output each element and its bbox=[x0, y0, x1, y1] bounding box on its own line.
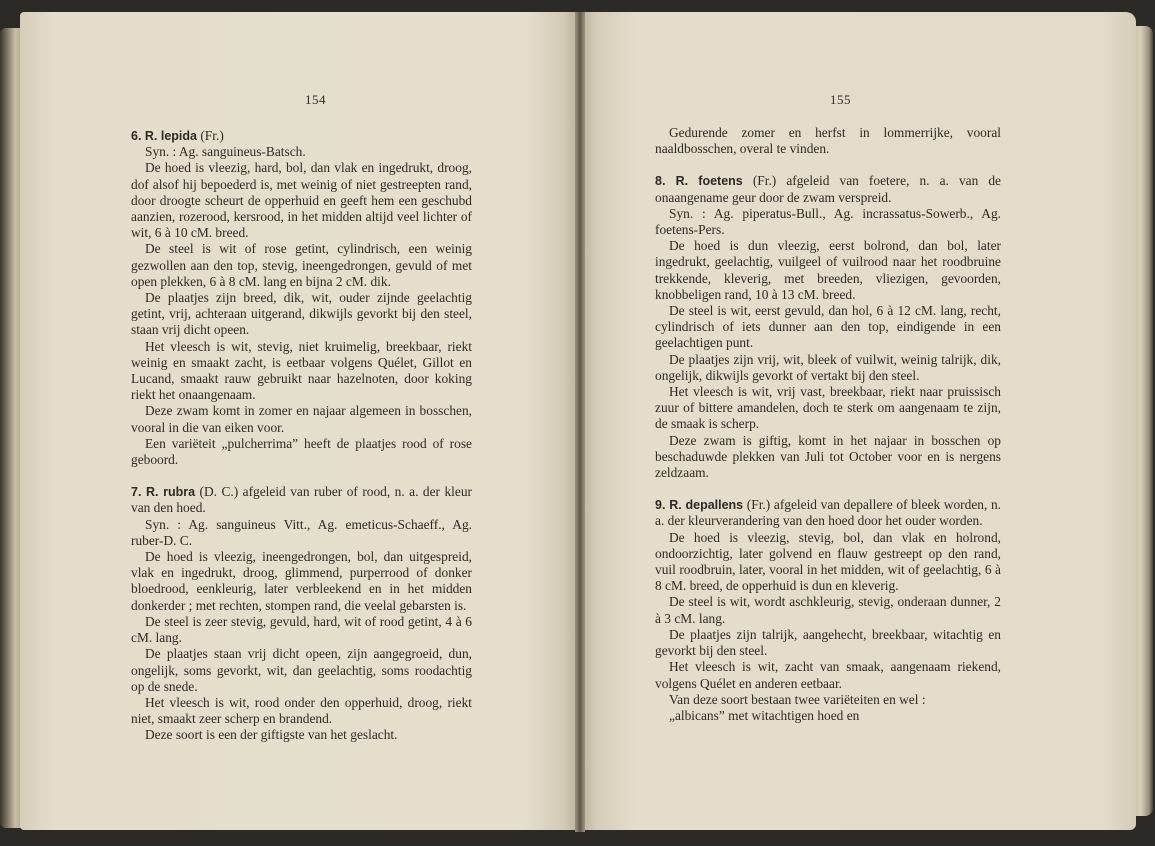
paragraph: Een variëteit „pulcherrima” heeft de plaatjes rood of rose geboord. bbox=[131, 435, 472, 468]
paragraph: Syn. : Ag. piperatus-Bull., Ag. incrassatus-Sowerb., Ag. foetens-Pers. bbox=[655, 205, 1001, 238]
left-page-text bbox=[131, 128, 472, 744]
paragraph: Syn. : Ag. sanguineus Vitt., Ag. emeticus-Schaeff., Ag. ruber-D. C. bbox=[131, 516, 472, 548]
species-heading bbox=[131, 484, 472, 516]
species-heading-rest: (Fr.) afgeleid van foetere, n. a. van de onaangename geur door de zwam verspreid. bbox=[655, 173, 1001, 205]
paragraph: De hoed is dun vleezig, eerst bolrond, dan bol, later ingedrukt, geelachtig, vuilgeel of vuilrood naar het roodbruine trekkende, kleverig, met breeden, vliezigen, gevoorden, knobbeligen rand, 10 à 13 cM. breed. bbox=[655, 238, 1001, 302]
right-page-number: 155 bbox=[830, 92, 851, 107]
paragraph: De plaatjes zijn talrijk, aangehecht, breekbaar, witachtig en gevorkt bij den steel. bbox=[655, 626, 1001, 659]
right-page-text bbox=[655, 125, 1001, 724]
paragraph: De steel is wit, wordt aschkleurig, stevig, onderaan dunner, 2 à 3 cM. lang. bbox=[655, 594, 1001, 626]
paragraph: De plaatjes staan vrij dicht opeen, zijn aangegroeid, dun, ongelijk, soms gevorkt, wit, dan geelachtig, soms roodachtig op de snede. bbox=[131, 646, 472, 694]
left-page-edges bbox=[0, 28, 22, 828]
paragraph: De plaatjes zijn breed, dik, wit, ouder zijnde geelachtig getint, vrij, achteraan uitgerand, dikwijls gevorkt bij den steel, staan vrij dicht opeen. bbox=[131, 290, 472, 338]
species-name: 9. R. depallens bbox=[655, 498, 744, 513]
paragraph: De steel is wit of rose getint, cylindrisch, een weinig gezwollen aan den top, stevig, ineengedrongen, gevuld of met open plekken, 6 à 8 cM. lang en bijna 2 cM. dik. bbox=[131, 241, 472, 289]
book-gutter bbox=[575, 12, 585, 832]
paragraph: De steel is wit, eerst gevuld, dan hol, 6 à 12 cM. lang, recht, cylindrisch of iets dunner aan den top, eindigende in een geelachtigen punt. bbox=[655, 303, 1001, 351]
paragraph: Het vleesch is wit, stevig, niet kruimelig, breekbaar, riekt weinig en smaakt zacht, is eetbaar volgens Quélet, Gillot en Lucand, smaakt rauw gebruikt naar hazelnoten, door koking riekt het onaangenaam. bbox=[131, 338, 472, 403]
species-name: 6. R. lepida bbox=[131, 129, 197, 143]
paragraph: Syn. : Ag. sanguineus-Batsch. bbox=[145, 144, 306, 160]
paragraph: De hoed is vleezig, hard, bol, dan vlak en ingedrukt, droog, dof alsof hij bepoederd is, met weinig of niet gestreepten rand, door droogte scheurt de opperhuid en geeft hem een geschubd aanzien, rozerood, kersrood, in het midden altijd veel lichter of wit, 6 à 10 cM. breed. bbox=[131, 160, 472, 241]
species-heading-rest: (D. C.) afgeleid van ruber of rood, n. a. der kleur van den hoed. bbox=[131, 484, 472, 516]
paragraph: Gedurende zomer en herfst in lommerrijke, vooral naaldbosschen, overal te vinden. bbox=[655, 125, 1001, 157]
paragraph: De steel is zeer stevig, gevuld, hard, wit of rood getint, 4 à 6 cM. lang. bbox=[131, 613, 472, 646]
paragraph: „albicans” met witachtigen hoed en bbox=[669, 707, 860, 723]
paragraph-gap bbox=[655, 481, 1001, 497]
paragraph: Van deze soort bestaan twee variëteiten en wel : bbox=[669, 691, 926, 707]
paragraph-gap bbox=[131, 468, 472, 484]
species-name: 8. R. foetens bbox=[655, 174, 743, 189]
species-heading bbox=[131, 128, 472, 144]
species-heading-rest: (Fr.) afgeleid van depallere of bleek worden, n. a. der kleurverandering van den hoed door het ouder worden. bbox=[655, 497, 1002, 529]
paragraph-gap bbox=[655, 157, 1001, 173]
paragraph: De hoed is vleezig, stevig, bol, dan vlak en holrond, ondoorzichtig, later golvend en flauw gestreept op den rand, vuil roodbruin, later, vooral in het midden, wit of geelachtig, 6 à 8 cM. breed, de opperhuid is dun en kleverig. bbox=[655, 529, 1001, 594]
species-heading bbox=[655, 497, 1001, 529]
paragraph: Het vleesch is wit, zacht van smaak, aangenaam riekend, volgens Quélet en anderen eetbaar. bbox=[655, 659, 1001, 691]
paragraph: De plaatjes zijn vrij, wit, bleek of vuilwit, weinig talrijk, dik, ongelijk, dikwijls gevorkt of vertakt bij den steel. bbox=[655, 351, 1001, 383]
species-heading bbox=[655, 173, 1001, 205]
paragraph: Deze zwam komt in zomer en najaar algemeen in bosschen, vooral in die van eiken voor. bbox=[131, 403, 472, 435]
species-name: 7. R. rubra bbox=[131, 485, 196, 500]
species-heading-rest: (Fr.) bbox=[197, 128, 224, 143]
paragraph: Het vleesch is wit, rood onder den opperhuid, droog, riekt niet, smaakt zeer scherp en brandend. bbox=[131, 694, 472, 727]
left-page-number: 154 bbox=[305, 92, 326, 107]
paragraph: Het vleesch is wit, vrij vast, breekbaar, riekt naar pruissisch zuur of bittere amandelen, doch te sterk om aangenaam te zijn, de smaak is scherp. bbox=[655, 384, 1001, 432]
paragraph: Deze soort is een der giftigste van het geslacht. bbox=[145, 727, 398, 743]
paragraph: Deze zwam is giftig, komt in het najaar in bosschen op beschaduwde plekken van Juli tot October voor en is nergens zeldzaam. bbox=[655, 432, 1001, 481]
paragraph: De hoed is vleezig, ineengedrongen, bol, dan uitgespreid, vlak en ingedrukt, droog, glimmend, purperrood of donker bloedrood, eenkleurig, later verbleekend en in het midden donkerder ; met rechten, stompen rand, die veelal gebarsten is. bbox=[131, 549, 472, 613]
